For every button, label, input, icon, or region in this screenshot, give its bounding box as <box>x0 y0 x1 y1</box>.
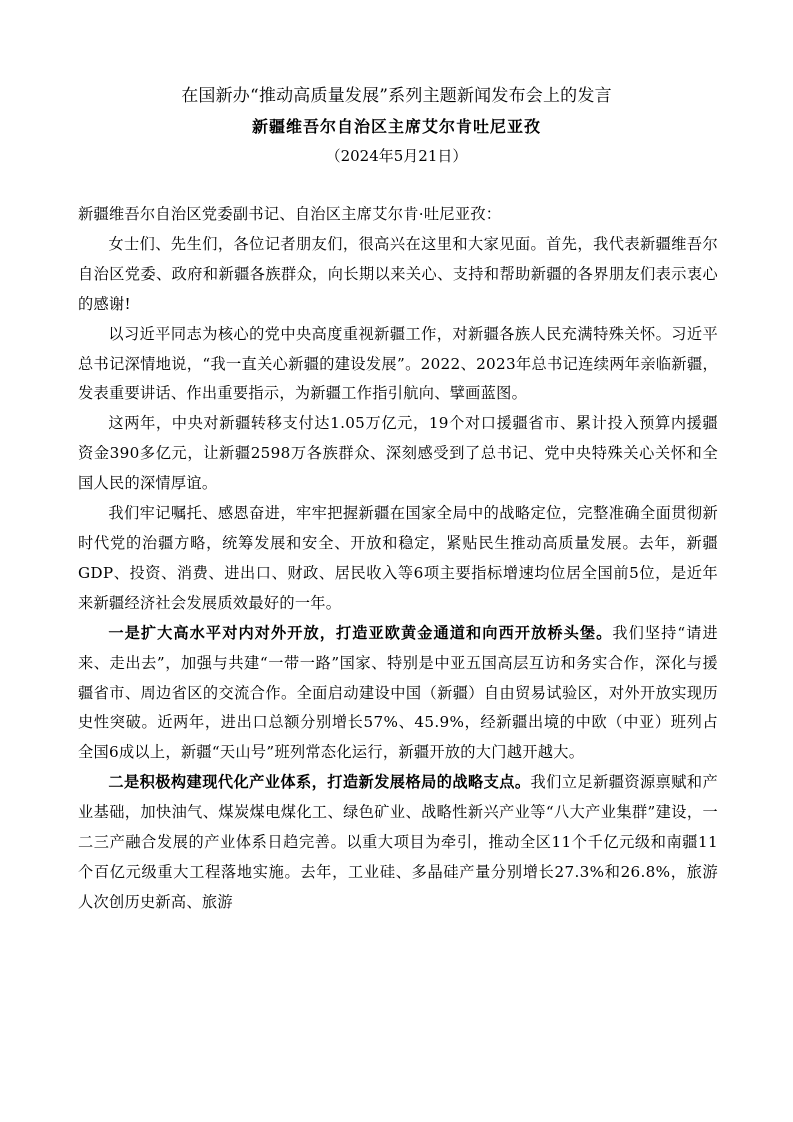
document-title: 在国新办“推动高质量发展”系列主题新闻发布会上的发言 <box>181 86 612 106</box>
paragraph-point-one <box>78 619 718 769</box>
speaker-line: 新疆维吾尔自治区主席艾尔肯吐尼亚孜 <box>251 117 541 136</box>
paragraph-transfers: 这两年，中央对新疆转移支付达1.05万亿元，19个对口援疆省市、累计投入预算内援疆资金390多亿元，让新疆2598万各族群众、深刻感受到了总书记、党中央特殊关心关怀和全国人民的深情厚谊。 <box>78 414 718 493</box>
point-two-heading: 二是积极构建现代化产业体系，打造新发展格局的战略支点。 <box>108 773 531 792</box>
point-one-text: 我们坚持“请进来、走出去”，加强与共建“一带一路”国家、特别是中亚五国高层互访和务实合作，深化与援疆省市、周边省区的交流合作。全面启动建设中国（新疆）自由贸易试验区，对外开放实现历史性突破。近两年，进出口总额分别增长57%、45.9%，经新疆出境的中欧（中亚）班列占全国6成以上，新疆“天山号”班列常态化运行，新疆开放的大门越开越大。 <box>78 623 718 762</box>
point-two-text: 我们立足新疆资源禀赋和产业基础，加快油气、煤炭煤电煤化工、绿色矿业、战略性新兴产业等“八大产业集群”建设，一二三产融合发展的产业体系日趋完善。以重大项目为牵引，推动全区11个千亿元级和南疆11个百亿元级重大工程落地实施。去年，工业硅、多晶硅产量分别增长27.3%和26.8%，旅游人次创历史新高、旅游 <box>78 773 718 911</box>
paragraph-development: 我们牢记嘱托、感恩奋进，牢牢把握新疆在国家全局中的战略定位，完整准确全面贯彻新时代党的治疆方略，统筹发展和安全、开放和稳定，紧贴民生推动高质量发展。去年，新疆GDP、投资、消费、进出口、财政、居民收入等6项主要指标增速均位居全国前5位，是近年来新疆经济社会发展质效最好的一年。 <box>78 504 718 612</box>
speech-body <box>78 200 718 918</box>
salutation-line: 新疆维吾尔自治区党委副书记、自治区主席艾尔肯·吐尼亚孜： <box>78 205 502 223</box>
paragraph-central-care: 以习近平同志为核心的党中央高度重视新疆工作，对新疆各族人民充满特殊关怀。习近平总书记深情地说，“我一直关心新疆的建设发展”。2022、2023年总书记连续两年亲临新疆，发表重要讲话、作出重要指示，为新疆工作指引航向、擘画蓝图。 <box>78 324 718 403</box>
paragraph-greeting: 女士们、先生们，各位记者朋友们，很高兴在这里和大家见面。首先，我代表新疆维吾尔自治区党委、政府和新疆各族群众，向长期以来关心、支持和帮助新疆的各界朋友们表示衷心的感谢! <box>78 234 718 313</box>
paragraph-point-two <box>78 768 718 918</box>
speech-date: （2024年5月21日） <box>325 147 468 165</box>
point-one-heading: 一是扩大高水平对内对外开放，打造亚欧黄金通道和向西开放桥头堡。 <box>108 623 613 642</box>
